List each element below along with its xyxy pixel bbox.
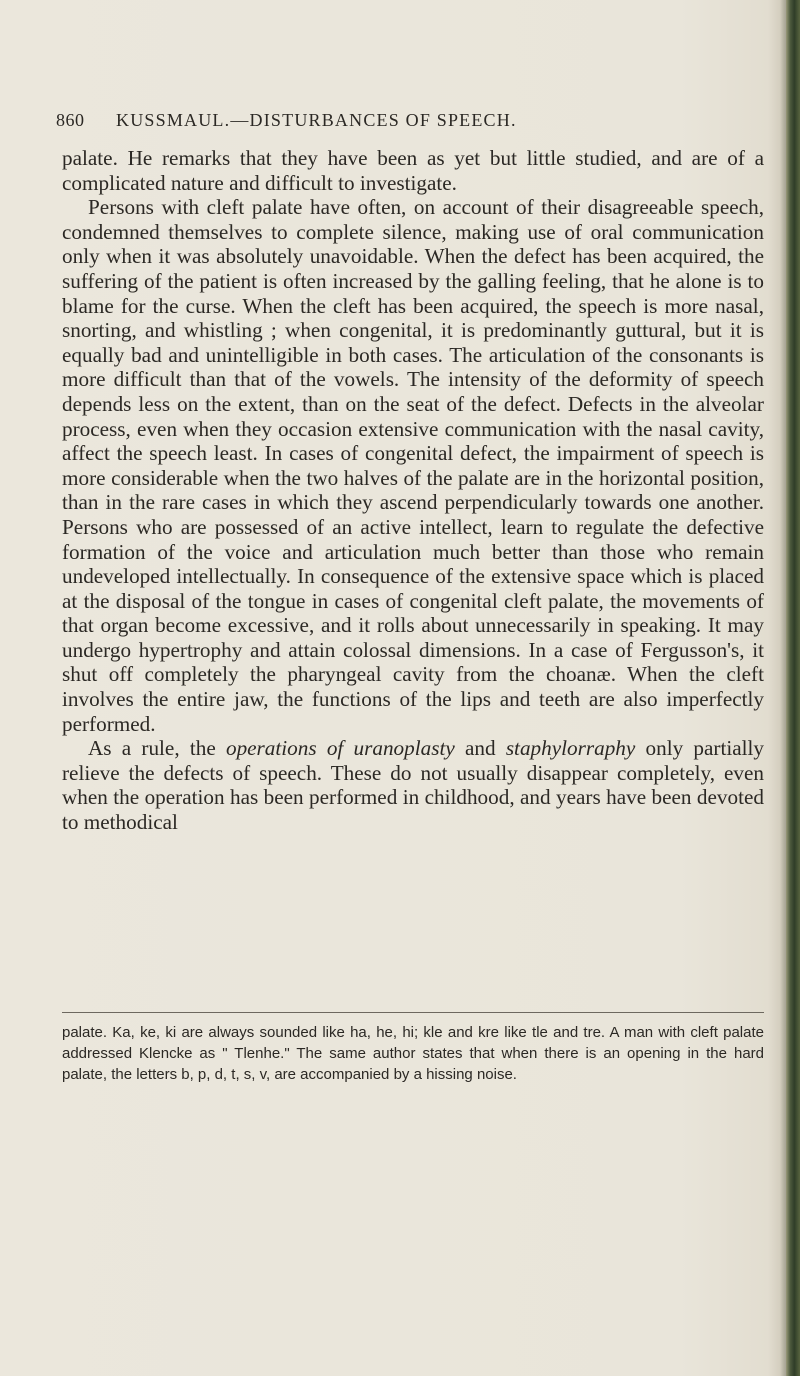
page-number: 860: [56, 110, 85, 130]
paragraph-1: palate. He remarks that they have been as yet but little studied, and are of a complicated nature and difficult to investigate.: [62, 146, 764, 195]
paragraph-3-start: As a rule, the: [88, 736, 226, 761]
footnote-text: palate. Ka, ke, ki are always sounded like ha, he, hi; kle and kre like tle and tre. A man with cleft palate addressed Klencke as " Tlenhe." The same author states that when there is an opening in the hard palate, the letters b, p, d, t, s, v, are accompanied by a hissing noise.: [62, 1024, 764, 1083]
paragraph-3-connector: and: [454, 736, 506, 761]
paragraph-3-end: only partially relieve the defects of speech. These do not usually disappear completely, even when the operation has been performed in childhood, and years have been devoted to methodical: [62, 736, 765, 835]
footnote-divider: [62, 1012, 764, 1013]
paragraph-3: [62, 736, 764, 834]
body-text: [62, 146, 764, 835]
footnote: [62, 1022, 764, 1085]
term-staphylorraphy: staphylorraphy: [505, 736, 636, 761]
running-head: KUSSMAUL.—DISTURBANCES OF SPEECH.: [116, 110, 517, 130]
page-binding-edge: [786, 0, 800, 1376]
term-uranoplasty: operations of uranoplasty: [225, 736, 455, 761]
paragraph-2: Persons with cleft palate have often, on account of their disagreeable speech, condemned themselves to complete silence, making use of oral communication only when it was absolutely unavoidable. When the defect has been acquired, the suffering of the patient is often increased by the galling feeling, that he alone is to blame for the curse. When the cleft has been acquired, the speech is more nasal, snorting, and whistling ; when congenital, it is predominantly guttural, but it is equally bad and unintelligible in both cases. The articulation of the consonants is more difficult than that of the vowels. The intensity of the deformity of speech depends less on the extent, than on the seat of the defect. Defects in the alveolar process, even when they occasion extensive communication with the nasal cavity, affect the speech least. In cases of congenital defect, the impairment of speech is more considerable when the two halves of the palate are in the horizontal position, than in the rare cases in which they ascend perpendicularly towards one another. Persons who are possessed of an active intellect, learn to regulate the defective formation of the voice and articulation much better than those who remain undeveloped intellectually. In consequence of the extensive space which is placed at the disposal of the tongue in cases of congenital cleft palate, the movements of that organ become excessive, and it rolls about unnecessarily in speaking. It may undergo hypertrophy and attain colossal dimensions. In a case of Fergusson's, it shut off completely the pharyngeal cavity from the choanæ. When the cleft involves the entire jaw, the functions of the lips and teeth are also imperfectly performed.: [62, 195, 764, 736]
